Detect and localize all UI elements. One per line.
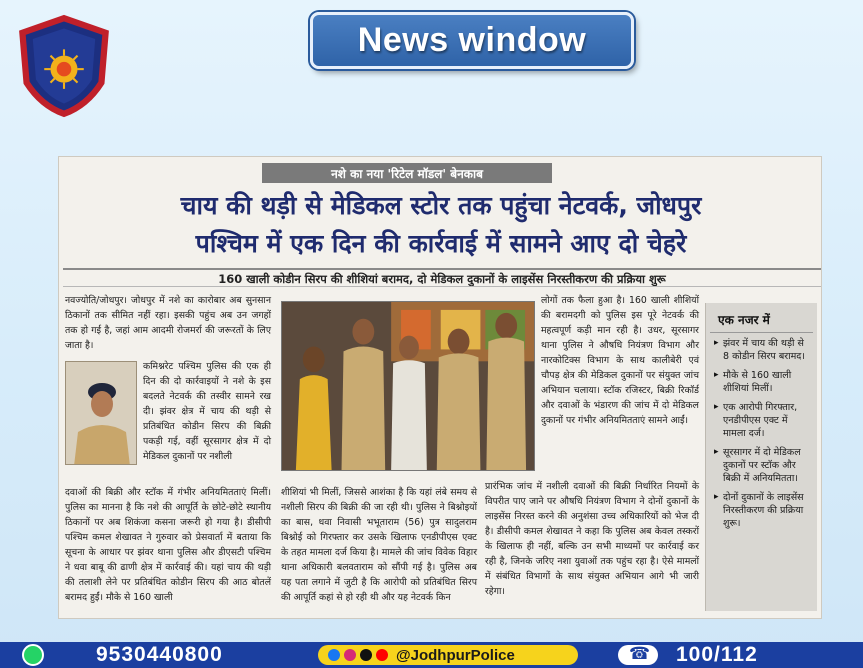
- article-column-left-bottom: दवाओं की बिक्री और स्टॉक में गंभीर अनियमितताएं मिलीं। पुलिस का मानना है कि नशे की आपूर्ति के छोटे-छोटे स्थानीय ठिकानों पर अब शिकंजा कसना जरूरी हो गया है। डीसीपी पश्चिम कमल शेखावत ने गुरुवार को प्रेसवार्ता में बताया कि सूचना के आधार पर झंवर थाना पुलिस और डीएसटी पश्चिम ने धवा बाबू की ढाणी क्षेत्र में कार्रवाई की। यहां चाय की थड़ी की तलाशी लेने पर प्रतिबंधित कोडीन सिरप की आठ बोतलें बरामद हुईं। मौके से 160 खाली: [65, 487, 271, 603]
- whatsapp-number[interactable]: 9530440800: [96, 643, 223, 666]
- article-column-left-side: कमिश्नरेट पश्चिम पुलिस की एक ही दिन की दो कार्रवाइयों ने नशे के इस बदलते नेटवर्क की तस्वीर सामने रख दी। झंवर क्षेत्र में चाय की थड़ी से प्रतिबंधित कोडीन सिरप की बिक्री पकड़ी गई, वहीं सूरसागर क्षेत्र में दो मेडिकल दुकानों पर नशीली: [143, 361, 271, 462]
- at-a-glance-list: [706, 333, 817, 530]
- glance-item: ▸ मौके से 160 खाली शीशियां मिलीं।: [714, 369, 811, 395]
- emergency-numbers[interactable]: 100/112: [676, 643, 758, 666]
- headline-line-1: चाय की थड़ी से मेडिकल स्टोर तक पहुंचा नेटवर्क, जोधपुर: [180, 191, 702, 220]
- facebook-icon[interactable]: [328, 649, 340, 661]
- officer-portrait: [65, 361, 137, 465]
- youtube-icon[interactable]: [376, 649, 388, 661]
- article-headline: [67, 187, 815, 263]
- title-text: News window: [357, 21, 587, 59]
- glance-item: ▸ दोनों दुकानों के लाइसेंस निरस्तीकरण की प्रक्रिया शुरू।: [714, 491, 811, 530]
- article-subhead: 160 खाली कोडीन सिरप की शीशियां बरामद, दो मेडिकल दुकानों के लाइसेंस निरस्तीकरण की प्रक्रिया शुरू: [63, 268, 821, 287]
- article-column-right-bottom: प्रारंभिक जांच में नशीली दवाओं की बिक्री निर्धारित नियमों के विपरीत पाए जाने पर औषधि नियंत्रण विभाग ने दोनों दुकानों के लाइसेंस निरस्त करने की अनुशंसा उच्च अधिकारियों को भेज दी है। डीसीपी कमल शेखावत ने कहा कि पुलिस अब केवल तस्करों के खिलाफ ही नहीं, बल्कि उन सभी माध्यमों पर कार्रवाई कर रही है, जिनके जरिए नशा युवाओं तक पहुंच रहा है। ऐसे मामलों में संबंधित विभागों के साथ संयुक्त अभियान आगे भी जारी रहेगा।: [485, 481, 699, 597]
- at-a-glance-box: [705, 303, 817, 611]
- x-icon[interactable]: [360, 649, 372, 661]
- glance-item: ▸ सूरसागर में दो मेडिकल दुकानों पर स्टॉक और बिक्री में अनियमितता।: [714, 446, 811, 485]
- police-team-photo: [281, 301, 535, 471]
- contact-footer: [0, 642, 863, 668]
- instagram-icon[interactable]: [344, 649, 356, 661]
- glance-item: ▸ एक आरोपी गिरफ्तार, एनडीपीएस एक्ट में मामला दर्ज।: [714, 401, 811, 440]
- at-a-glance-heading: एक नजर में: [710, 303, 813, 333]
- whatsapp-icon[interactable]: [22, 644, 44, 666]
- social-handle[interactable]: @JodhpurPolice: [396, 646, 515, 664]
- newspaper-clipping: [58, 156, 822, 619]
- article-column-middle-bottom: शीशियां भी मिलीं, जिससे आशंका है कि यहां लंबे समय से नशीली सिरप की बिक्री की जा रही थी। पुलिस ने बिश्नोइयों का बास, धवा निवासी भभूताराम (56) पुत्र सादुलराम बिश्नोई को गिरफ्तार कर उसके खिलाफ एनडीपीएस एक्ट के तहत मामला दर्ज किया है। मामले की जांच विवेक विहार थाना अधिकारी बलवताराम को सौंपी गई है। पुलिस अब यह पता लगाने में जुटी है कि आरोपी को प्रतिबंधित सिरप की आपूर्ति कहां से हो रही थी और यह नेटवर्क किन: [281, 487, 477, 603]
- glance-item: ▸ झंवर में चाय की थड़ी से 8 कोडीन सिरप बरामद।: [714, 337, 811, 363]
- article-kicker: नशे का नया 'रिटेल मॉडल' बेनकाब: [262, 163, 552, 183]
- headline-line-2: पश्चिम में एक दिन की कार्रवाई में सामने आए दो चेहरे: [195, 229, 687, 258]
- police-logo: [12, 14, 116, 118]
- article-column-left-top: नवज्योति/जोधपुर। जोधपुर में नशे का कारोबार अब सुनसान ठिकानों तक सीमित नहीं रहा। इसकी पहुंच अब उन जगहों तक हो गई है, जहां आम आदमी रोजमर्रा की जरूरतों के लिए जाता है।: [65, 295, 271, 351]
- article-column-right-top: लोगों तक फैला हुआ है। 160 खाली शीशियों की बरामदगी को पुलिस इस पूरे नेटवर्क की महत्वपूर्ण कड़ी मान रही है। उधर, सूरसागर थाना पुलिस ने औषधि नियंत्रण विभाग और नारकोटिक्स विभाग के साथ कालीबेरी एवं चौपड़ क्षेत्र की मेडिकल दुकानों पर संयुक्त जांच अभियान चलाया। स्टॉक रजिस्टर, बिक्री रिकॉर्ड और दवाओं के भंडारण की जांच में दो मेडिकल दुकानों पर गंभीर अनियमितताएं सामने आईं।: [541, 295, 699, 426]
- phone-icon[interactable]: [618, 645, 658, 665]
- social-media-bar[interactable]: [318, 645, 578, 665]
- news-window-title: [310, 12, 634, 69]
